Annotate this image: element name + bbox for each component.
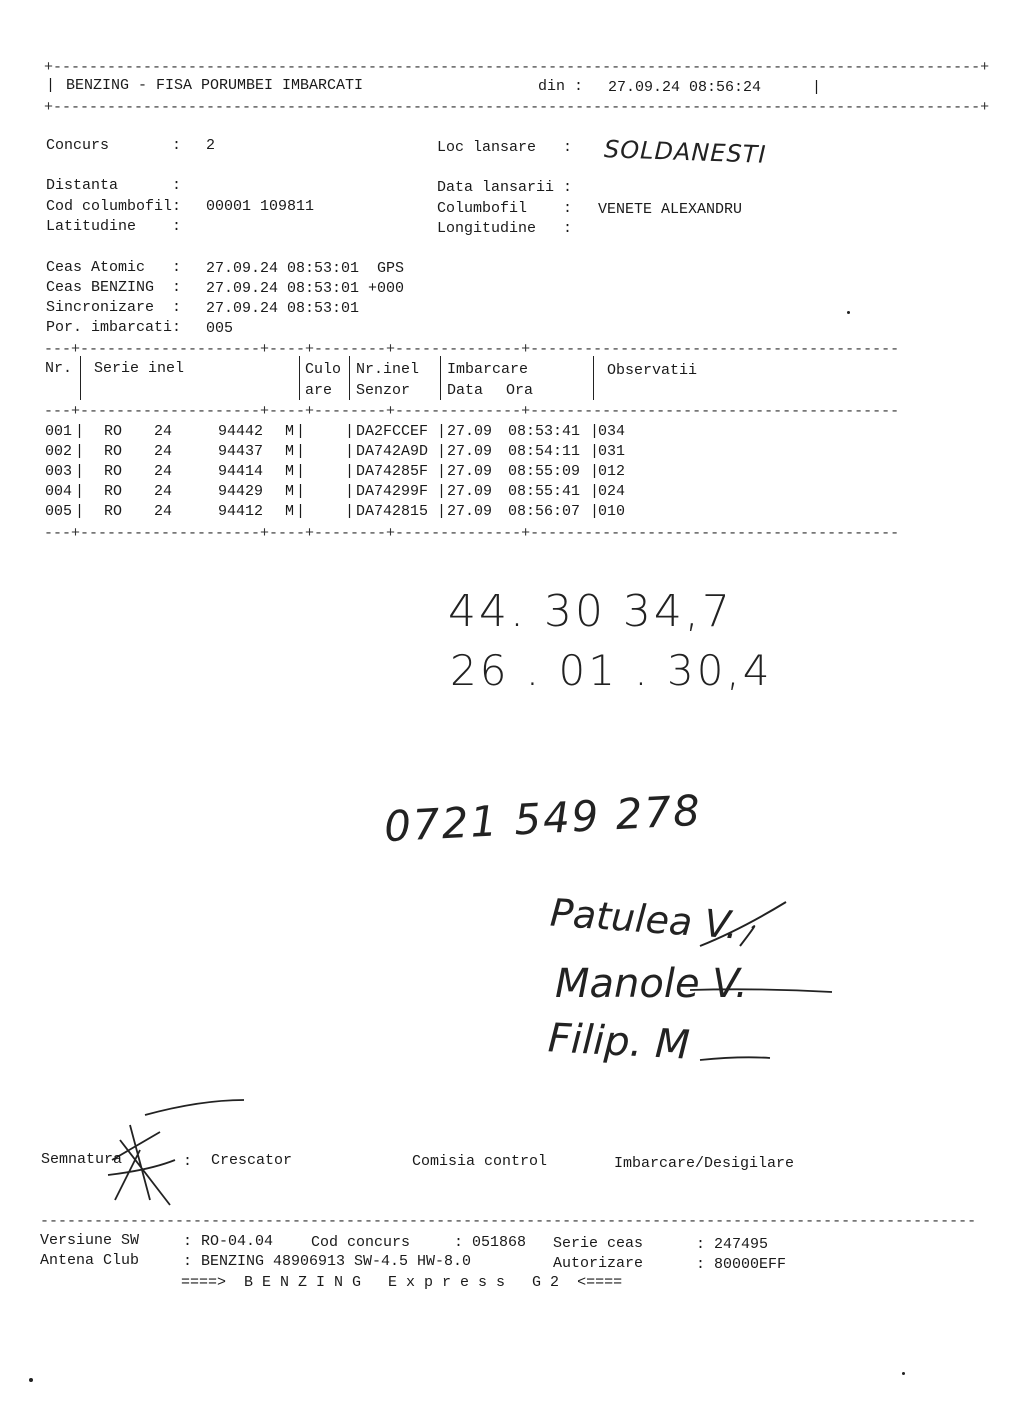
cell-tara: RO xyxy=(104,463,123,480)
th-data: Data xyxy=(447,382,484,399)
cell-senzor: DA742A9D xyxy=(356,443,429,460)
header-title: BENZING - FISA PORUMBEI IMBARCATI xyxy=(66,77,364,94)
versiune-sw-label: Versiune SW xyxy=(40,1232,140,1249)
cod-concurs-value: : 051868 xyxy=(454,1234,527,1251)
cell-tara: RO xyxy=(104,503,123,520)
loc-lansare-label: Loc lansare : xyxy=(437,139,573,156)
autorizare-label: Autorizare xyxy=(553,1255,644,1272)
cell-ora: 08:55:41 xyxy=(508,483,581,500)
cell-sex: M xyxy=(285,483,295,500)
cell-sep: | xyxy=(345,503,355,520)
scan-speck xyxy=(902,1372,905,1375)
benzing-express-banner: ====> B E N Z I N G E x p r e s s G 2 <==== xyxy=(181,1274,623,1291)
table-top-border: ---+--------------------+----+--------+--------------+----------------------------------------- xyxy=(44,341,900,358)
cod-columbofil-value: 00001 109811 xyxy=(206,198,315,215)
comisia-control-label: Comisia control xyxy=(412,1153,548,1170)
cell-sep: | xyxy=(590,503,600,520)
table-row xyxy=(0,424,1024,444)
antena-club-value: : BENZING 48906913 SW-4.5 HW-8.0 xyxy=(183,1253,472,1270)
antena-club-label: Antena Club xyxy=(40,1252,140,1269)
th-sep-4 xyxy=(440,356,441,400)
cell-tara: RO xyxy=(104,423,123,440)
cell-data: 27.09 xyxy=(447,463,493,480)
handwritten-phone-number: 0721 549 278 xyxy=(382,785,703,852)
cell-senzor: DA74285F xyxy=(356,463,429,480)
cell-ora: 08:54:11 xyxy=(508,443,581,460)
cell-obs: 024 xyxy=(598,483,626,500)
por-imbarcati-label: Por. imbarcati: xyxy=(46,319,182,336)
th-nr: Nr. xyxy=(45,360,73,377)
cell-nr: 001 xyxy=(45,423,73,440)
th-sep-2 xyxy=(299,356,300,400)
cell-ora: 08:56:07 xyxy=(508,503,581,520)
cell-an: 24 xyxy=(154,463,173,480)
cell-sep: | xyxy=(590,443,600,460)
cell-sep: | xyxy=(75,503,85,520)
cell-sep: | xyxy=(437,423,447,440)
cell-data: 27.09 xyxy=(447,443,493,460)
cell-senzor: DA74299F xyxy=(356,483,429,500)
concurs-value: 2 xyxy=(206,137,216,154)
data-lansarii-label: Data lansarii : xyxy=(437,179,573,196)
cell-sep: | xyxy=(590,423,600,440)
cell-sep: | xyxy=(437,503,447,520)
cell-tara: RO xyxy=(104,443,123,460)
cell-data: 27.09 xyxy=(447,483,493,500)
table-row xyxy=(0,504,1024,524)
cell-sep: | xyxy=(75,483,85,500)
handwritten-signature-manole: Manole V. xyxy=(555,961,748,1007)
autorizare-value: : 80000EFF xyxy=(696,1256,787,1273)
handwritten-coordinate-longitude: 26 . 01 . 30,4 xyxy=(450,646,773,695)
cell-sep: | xyxy=(345,443,355,460)
imbarcare-desigilare-label: Imbarcare/Desigilare xyxy=(614,1155,795,1172)
cell-obs: 010 xyxy=(598,503,626,520)
table-row xyxy=(0,444,1024,464)
th-imbarcare: Imbarcare xyxy=(447,361,529,378)
cell-ora: 08:53:41 xyxy=(508,423,581,440)
cell-sep: | xyxy=(296,463,306,480)
cell-ora: 08:55:09 xyxy=(508,463,581,480)
cell-sep: | xyxy=(590,483,600,500)
th-nr-inel: Nr.inel xyxy=(356,361,420,378)
header-bottom-border: +-------------------------------------------------------------------------------------------------------+ xyxy=(44,99,990,116)
cell-inel: 94412 xyxy=(218,503,264,520)
cell-sep: | xyxy=(437,483,447,500)
cod-columbofil-label: Cod columbofil: xyxy=(46,198,182,215)
cell-sep: | xyxy=(437,443,447,460)
cell-inel: 94442 xyxy=(218,423,264,440)
cell-senzor: DA742815 xyxy=(356,503,429,520)
table-row xyxy=(0,484,1024,504)
cell-sep: | xyxy=(437,463,447,480)
cell-senzor: DA2FCCEF xyxy=(356,423,429,440)
th-sep-3 xyxy=(349,356,350,400)
cell-inel: 94414 xyxy=(218,463,264,480)
handwritten-coordinate-latitude: 44. 30 34,7 xyxy=(448,586,733,637)
cell-tara: RO xyxy=(104,483,123,500)
th-are: are xyxy=(305,382,333,399)
ceas-atomic-value: 27.09.24 08:53:01 GPS xyxy=(206,260,405,277)
cell-sep: | xyxy=(590,463,600,480)
semnatura-colon: : xyxy=(183,1153,193,1170)
sincronizare-value: 27.09.24 08:53:01 xyxy=(206,300,360,317)
cell-nr: 002 xyxy=(45,443,73,460)
header-din-value: 27.09.24 08:56:24 xyxy=(608,79,762,96)
scan-speck xyxy=(847,311,850,314)
cell-sep: | xyxy=(75,463,85,480)
cell-obs: 031 xyxy=(598,443,626,460)
ceas-atomic-label: Ceas Atomic : xyxy=(46,259,182,276)
cell-data: 27.09 xyxy=(447,423,493,440)
header-right-bar: | xyxy=(812,79,822,96)
cell-sex: M xyxy=(285,503,295,520)
scan-speck xyxy=(29,1378,33,1382)
cell-sep: | xyxy=(296,483,306,500)
footer-border: -------------------------------------------------------------------------------------------------------- xyxy=(40,1213,977,1230)
latitudine-label: Latitudine : xyxy=(46,218,182,235)
table-row xyxy=(0,464,1024,484)
table-header-border: ---+--------------------+----+--------+--------------+----------------------------------------- xyxy=(44,403,900,420)
cell-obs: 034 xyxy=(598,423,626,440)
loc-lansare-value: SOLDANESTI xyxy=(603,135,767,169)
cell-data: 27.09 xyxy=(447,503,493,520)
distanta-label: Distanta : xyxy=(46,177,182,194)
ceas-benzing-label: Ceas BENZING : xyxy=(46,279,182,296)
th-sep-5 xyxy=(593,356,594,400)
cell-sex: M xyxy=(285,423,295,440)
handwritten-signature-filip: Filip. M xyxy=(546,1015,691,1069)
th-observatii: Observatii xyxy=(607,362,698,379)
ceas-benzing-value: 27.09.24 08:53:01 +000 xyxy=(206,280,405,297)
semnatura-label: Semnatura xyxy=(41,1151,123,1168)
cell-inel: 94429 xyxy=(218,483,264,500)
sincronizare-label: Sincronizare : xyxy=(46,299,182,316)
cell-inel: 94437 xyxy=(218,443,264,460)
cell-sep: | xyxy=(345,423,355,440)
header-left-bar: | xyxy=(46,77,56,94)
cell-sep: | xyxy=(296,423,306,440)
cell-sep: | xyxy=(296,503,306,520)
header-din-label: din : xyxy=(538,78,584,95)
cell-nr: 004 xyxy=(45,483,73,500)
longitudine-label: Longitudine : xyxy=(437,220,573,237)
handwritten-signature-patulea: Patulea V. xyxy=(548,890,740,948)
cell-an: 24 xyxy=(154,423,173,440)
cell-sep: | xyxy=(296,443,306,460)
cell-sex: M xyxy=(285,463,295,480)
cell-an: 24 xyxy=(154,483,173,500)
cell-an: 24 xyxy=(154,443,173,460)
cell-nr: 005 xyxy=(45,503,73,520)
cell-sep: | xyxy=(345,483,355,500)
cell-sep: | xyxy=(75,423,85,440)
columbofil-label: Columbofil : xyxy=(437,200,573,217)
table-bottom-border: ---+--------------------+----+--------+--------------+----------------------------------------- xyxy=(44,525,900,542)
concurs-label: Concurs : xyxy=(46,137,182,154)
cell-sex: M xyxy=(285,443,295,460)
th-senzor: Senzor xyxy=(356,382,411,399)
serie-ceas-label: Serie ceas xyxy=(553,1235,644,1252)
th-serie-inel: Serie inel xyxy=(94,360,185,377)
cell-an: 24 xyxy=(154,503,173,520)
cell-nr: 003 xyxy=(45,463,73,480)
columbofil-value: VENETE ALEXANDRU xyxy=(598,201,743,218)
cod-concurs-label: Cod concurs xyxy=(311,1234,411,1251)
th-culo: Culo xyxy=(305,361,342,378)
cell-sep: | xyxy=(75,443,85,460)
cell-sep: | xyxy=(345,463,355,480)
header-top-border: +-------------------------------------------------------------------------------------------------------+ xyxy=(44,59,990,76)
crescator-label: Crescator xyxy=(211,1152,293,1169)
por-imbarcati-value: 005 xyxy=(206,320,234,337)
versiune-sw-value: : RO-04.04 xyxy=(183,1233,274,1250)
th-ora: Ora xyxy=(506,382,534,399)
serie-ceas-value: : 247495 xyxy=(696,1236,769,1253)
cell-obs: 012 xyxy=(598,463,626,480)
th-sep-1 xyxy=(80,356,81,400)
